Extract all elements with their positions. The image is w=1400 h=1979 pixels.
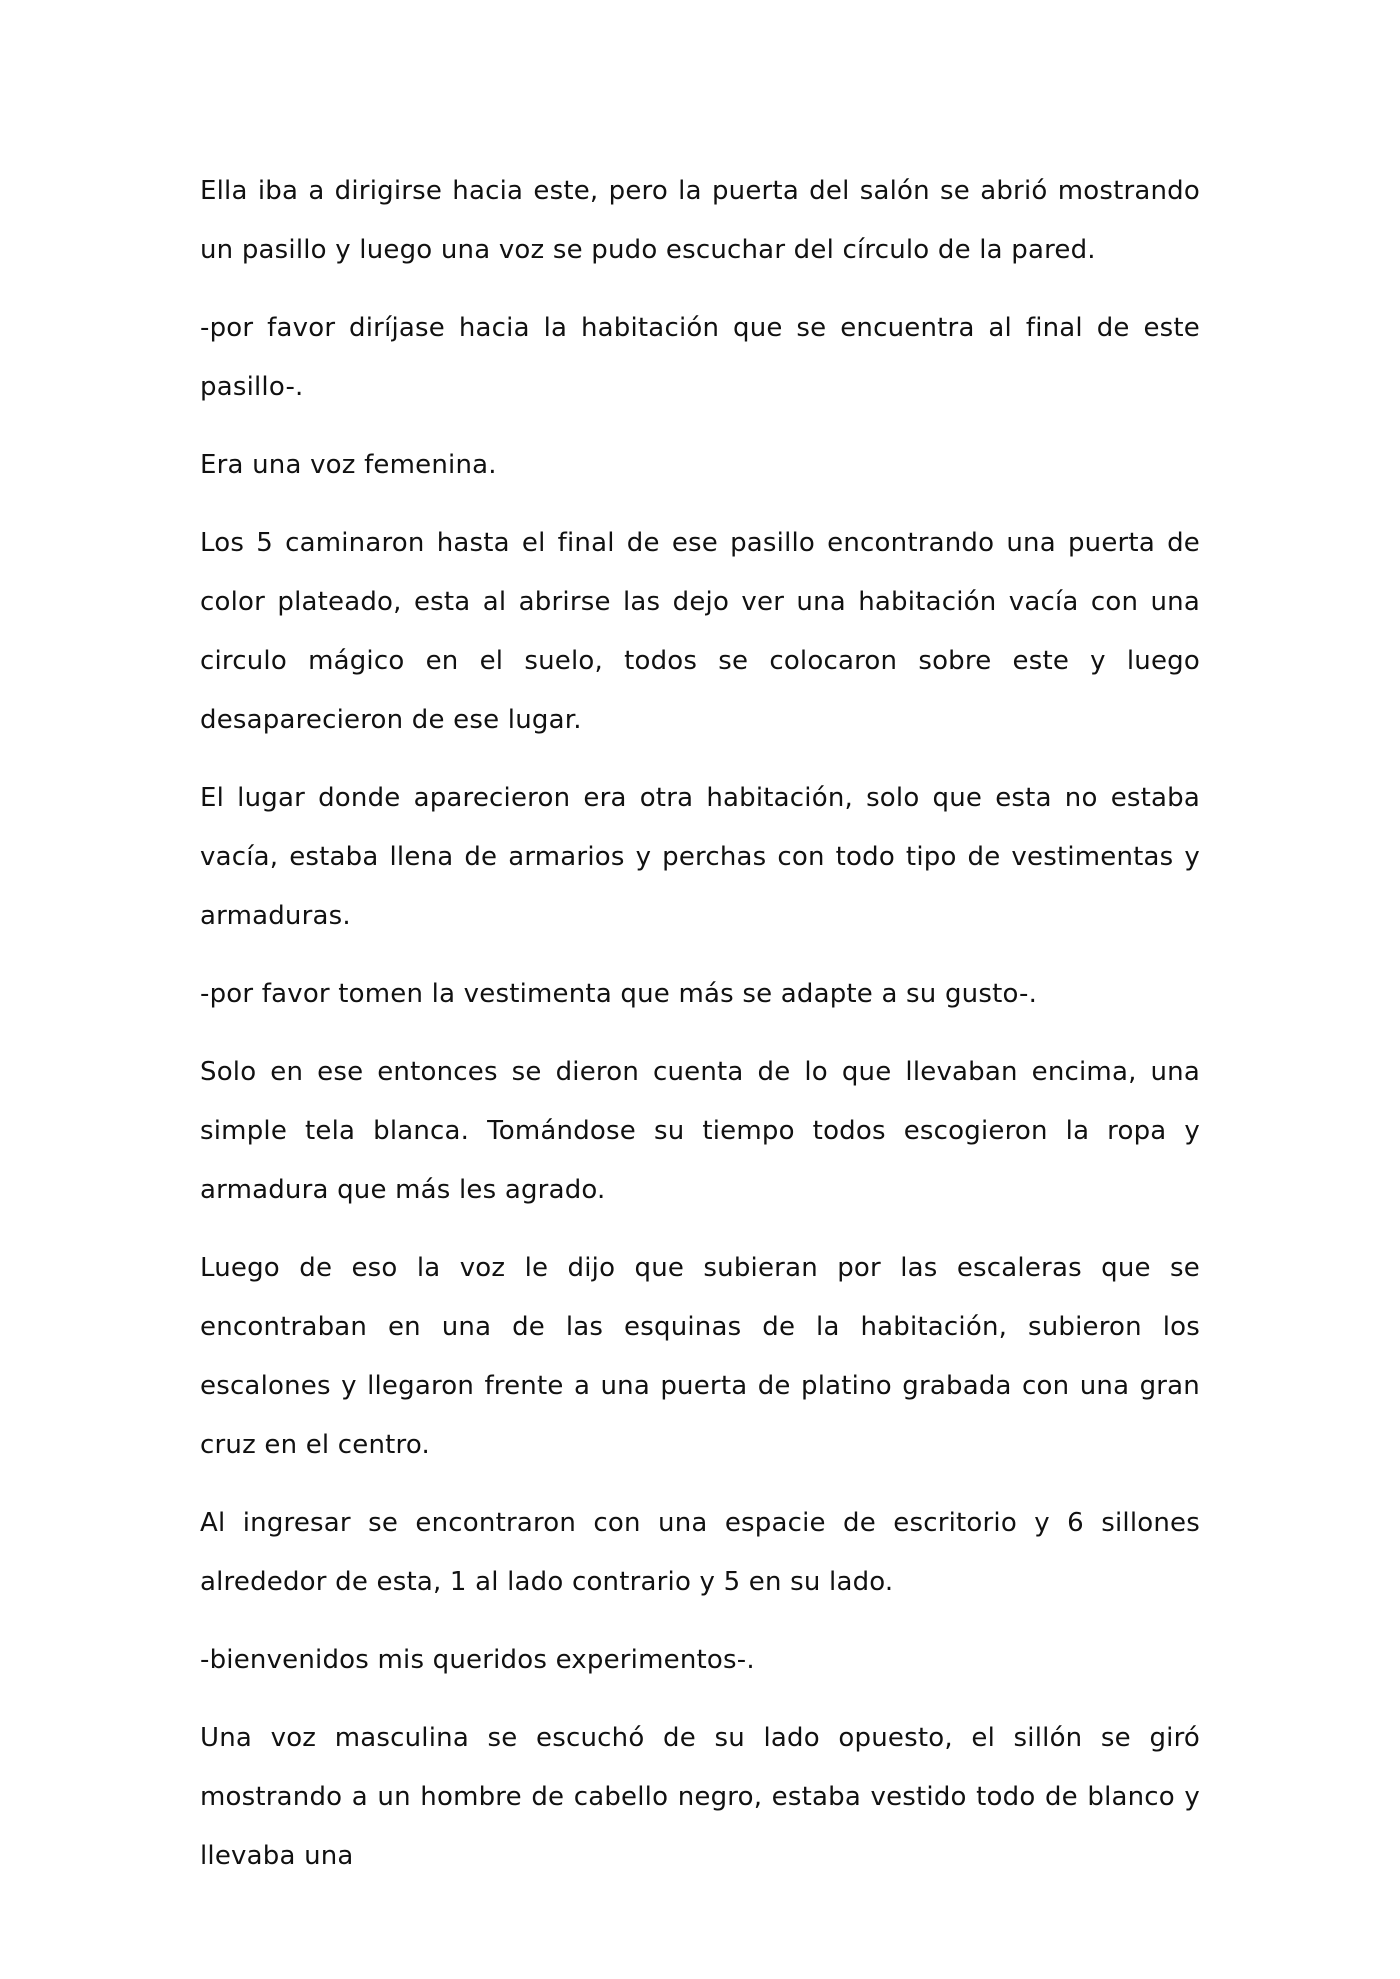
paragraph: Ella iba a dirigirse hacia este, pero la puerta del salón se abrió mostrando un pasillo y luego una voz se pudo escuchar del círculo de la pared.	[200, 176, 1200, 265]
paragraph: -por favor tomen la vestimenta que más se adapte a su gusto-.	[200, 979, 1038, 1009]
paragraph: Una voz masculina se escuchó de su lado opuesto, el sillón se giró mostrando a un hombre de cabello negro, estaba vestido todo de blanco y llevaba una	[200, 1723, 1200, 1871]
paragraph: Luego de eso la voz le dijo que subieran por las escaleras que se encontraban en una de las esquinas de la habitación, subieron los escalones y llegaron frente a una puerta de platino grabada con una gran cruz en el centro.	[200, 1253, 1200, 1460]
paragraph: Solo en ese entonces se dieron cuenta de lo que llevaban encima, una simple tela blanca. Tomándose su tiempo todos escogieron la ropa y armadura que más les agrado.	[200, 1057, 1200, 1205]
paragraph: Los 5 caminaron hasta el final de ese pasillo encontrando una puerta de color plateado, esta al abrirse las dejo ver una habitación vacía con una circulo mágico en el suelo, todos se colocaron sobre este y luego desaparecieron de ese lugar.	[200, 528, 1200, 735]
paragraph: -por favor diríjase hacia la habitación que se encuentra al final de este pasillo-.	[200, 313, 1200, 402]
paragraph: El lugar donde aparecieron era otra habitación, solo que esta no estaba vacía, estaba llena de armarios y perchas con todo tipo de vestimentas y armaduras.	[200, 783, 1200, 931]
paragraph: Era una voz femenina.	[200, 450, 497, 480]
paragraph: -bienvenidos mis queridos experimentos-.	[200, 1645, 755, 1675]
document-body	[200, 162, 1200, 1886]
paragraph: Al ingresar se encontraron con una espacie de escritorio y 6 sillones alrededor de esta, 1 al lado contrario y 5 en su lado.	[200, 1508, 1200, 1597]
